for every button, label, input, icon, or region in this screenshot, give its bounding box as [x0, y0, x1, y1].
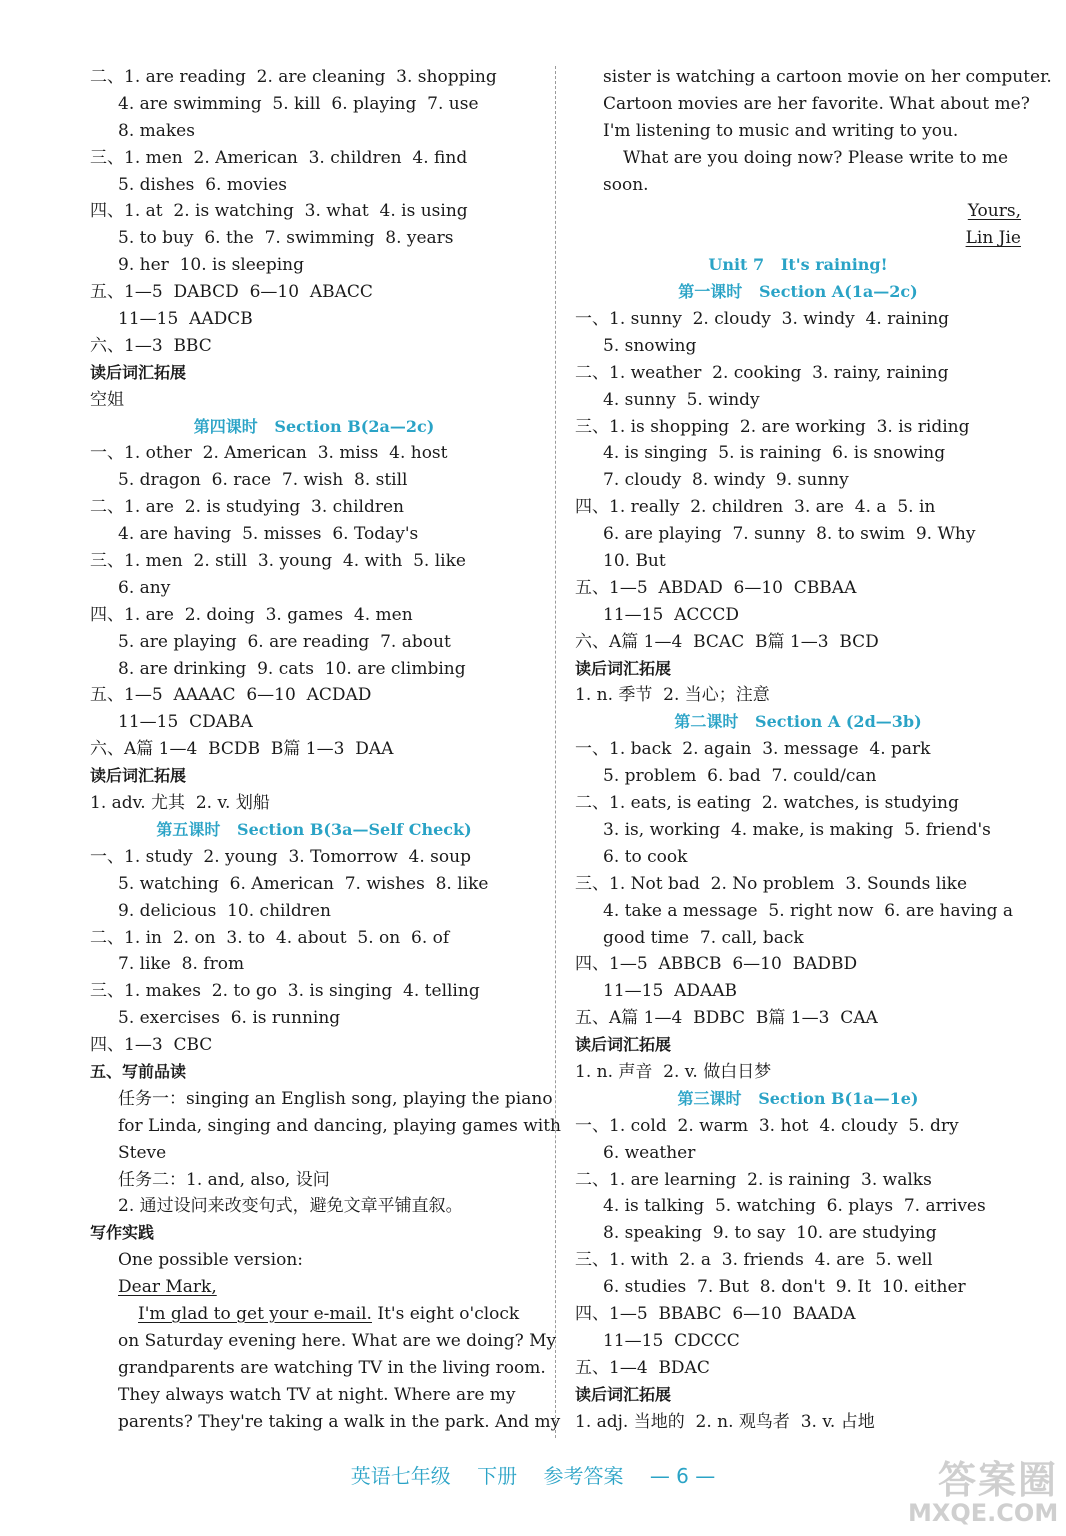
- text-line: 5. problem 6. bad 7. could/can: [603, 766, 877, 787]
- text-line: 一、1. study 2. young 3. Tomorrow 4. soup: [90, 846, 471, 867]
- subsection-heading: 读后词汇拓展: [575, 1384, 672, 1404]
- underlined-text: I'm glad to get your e-mail.: [138, 1303, 372, 1324]
- text-line: 3. is, working 4. make, is making 5. friend's: [603, 819, 991, 840]
- text-line: 7. cloudy 8. windy 9. sunny: [603, 470, 849, 491]
- text-line: 8. are drinking 9. cats 10. are climbing: [118, 658, 466, 679]
- text-line: 五、1—5 ABDAD 6—10 CBBAA: [575, 577, 857, 598]
- text-line: [575, 225, 1021, 252]
- text-line: 任务二：1. and, also, 设问: [118, 1169, 330, 1190]
- text-line: What are you doing now? Please write to me: [623, 147, 1009, 168]
- text-line: sister is watching a cartoon movie on her computer.: [603, 67, 1052, 87]
- text-line: [90, 1274, 538, 1301]
- text-line: 六、1—3 BBC: [90, 335, 212, 356]
- text-line: 空姐: [90, 389, 124, 410]
- text-line: parents? They're taking a walk in the park. And my: [118, 1411, 561, 1432]
- underlined-text: Dear Mark,: [118, 1277, 217, 1298]
- section-heading: 第四课时 Section B(2a—2c): [193, 416, 435, 436]
- section-heading: Unit 7 It's raining!: [708, 255, 888, 275]
- section-heading: 第二课时 Section A (2d—3b): [674, 712, 922, 732]
- page-footer: [0, 1460, 1066, 1489]
- subsection-heading: 读后词汇拓展: [90, 766, 187, 786]
- text-line: 6. weather: [603, 1142, 696, 1163]
- text-line: 5. watching 6. American 7. wishes 8. like: [118, 873, 489, 894]
- text-line: 9. her 10. is sleeping: [118, 255, 305, 276]
- text-line: 4. sunny 5. windy: [603, 389, 760, 410]
- text-line: 6. are playing 7. sunny 8. to swim 9. Why: [603, 524, 976, 545]
- footer-subject: 英语七年级: [350, 1464, 451, 1488]
- text-line: 二、1. weather 2. cooking 3. rainy, raining: [575, 362, 949, 383]
- text-line: 11—15 AADCB: [118, 309, 253, 330]
- text-line: 三、1. men 2. still 3. young 4. with 5. like: [90, 551, 466, 572]
- watermark-top: 答案圈: [937, 1458, 1058, 1502]
- text-line: 一、1. cold 2. warm 3. hot 4. cloudy 5. dry: [575, 1115, 959, 1136]
- text-line: soon.: [603, 174, 649, 195]
- subsection-heading: 读后词汇拓展: [90, 362, 187, 382]
- text-line: 二、1. are 2. is studying 3. children: [90, 497, 404, 518]
- text-line: 5. are playing 6. are reading 7. about: [118, 631, 451, 652]
- text-line: 二、1. in 2. on 3. to 4. about 5. on 6. of: [90, 927, 450, 948]
- text-line: on Saturday evening here. What are we doing? My: [118, 1330, 557, 1351]
- text-line: 4. is singing 5. is raining 6. is snowing: [603, 443, 946, 464]
- text-line: 11—15 ADAAB: [603, 981, 738, 1002]
- text-line: 五、1—4 BDAC: [575, 1357, 710, 1378]
- text-line: 五、1—5 DABCD 6—10 ABACC: [90, 282, 373, 303]
- text-line: 四、1—3 CBC: [90, 1035, 213, 1056]
- text-line: 一、1. sunny 2. cloudy 3. windy 4. raining: [575, 309, 950, 330]
- text-line: 7. like 8. from: [118, 954, 245, 975]
- text-line: 11—15 CDCCC: [603, 1330, 740, 1351]
- text-line: 1. adj. 当地的 2. n. 观鸟者 3. v. 占地: [575, 1411, 875, 1432]
- section-heading: 第一课时 Section A(1a—2c): [678, 282, 918, 302]
- text-line: 4. are swimming 5. kill 6. playing 7. use: [118, 93, 479, 114]
- text-line: 5. exercises 6. is running: [118, 1008, 341, 1029]
- text-line: 5. snowing: [603, 335, 697, 356]
- text-line: 四、1—5 BBABC 6—10 BAADA: [575, 1303, 856, 1324]
- text-line: 四、1—5 ABBCB 6—10 BADBD: [575, 954, 858, 975]
- text-line: 三、1. Not bad 2. No problem 3. Sounds like: [575, 873, 968, 894]
- text-line: 四、1. are 2. doing 3. games 4. men: [90, 604, 413, 625]
- text-line: 1. n. 声音 2. v. 做白日梦: [575, 1061, 772, 1082]
- text-line: 9. delicious 10. children: [118, 900, 331, 921]
- page-number: — 6 —: [649, 1464, 716, 1488]
- text-line: Cartoon movies are her favorite. What about me?: [603, 93, 1030, 114]
- text-line: grandparents are watching TV in the living room.: [118, 1357, 546, 1378]
- text-line: 10. But: [603, 551, 666, 572]
- column-divider: [555, 66, 556, 1438]
- text-line: 1. n. 季节 2. 当心；注意: [575, 685, 770, 706]
- text-line: 11—15 ACCCD: [603, 604, 739, 625]
- text-line: 1. adv. 尤其 2. v. 划船: [90, 793, 270, 814]
- text-line: 6. to cook: [603, 846, 688, 867]
- subsection-heading: 五、写前品读: [90, 1061, 187, 1081]
- text-line: 四、1. really 2. children 3. are 4. a 5. in: [575, 497, 936, 518]
- left-column: [90, 64, 561, 1435]
- text-line: 二、1. are reading 2. are cleaning 3. shopping: [90, 67, 497, 87]
- text-line: 8. speaking 9. to say 10. are studying: [603, 1223, 937, 1244]
- text-line: 2. 通过设问来改变句式，避免文章平铺直叙。: [118, 1196, 463, 1217]
- text-line: I'm listening to music and writing to you.: [603, 120, 959, 141]
- text-line: 三、1. with 2. a 3. friends 4. are 5. well: [575, 1250, 933, 1271]
- text-line: 6. studies 7. But 8. don't 9. It 10. either: [603, 1277, 966, 1298]
- text-line: 四、1. at 2. is watching 3. what 4. is using: [90, 201, 468, 222]
- text-line: for Linda, singing and dancing, playing games with: [118, 1115, 561, 1136]
- text-line: 一、1. back 2. again 3. message 4. park: [575, 739, 931, 760]
- underlined-text: Lin Jie: [965, 228, 1021, 249]
- text-line: [575, 198, 1021, 225]
- text-line: 六、A篇 1—4 BCAC B篇 1—3 BCD: [575, 631, 879, 652]
- text-line: 三、1. makes 2. to go 3. is singing 4. telling: [90, 981, 480, 1002]
- text-line: 三、1. men 2. American 3. children 4. find: [90, 147, 468, 168]
- watermark-logo: [908, 1460, 1058, 1530]
- text-line: 4. are having 5. misses 6. Today's: [118, 524, 419, 545]
- subsection-heading: 读后词汇拓展: [575, 658, 672, 678]
- right-column: [575, 64, 1052, 1435]
- footer-label: 参考答案: [543, 1464, 624, 1488]
- text-line: 五、A篇 1—4 BDBC B篇 1—3 CAA: [575, 1008, 878, 1029]
- text-line: 4. take a message 5. right now 6. are having a: [603, 900, 1014, 921]
- text-line: [90, 1301, 538, 1328]
- text-line: 六、A篇 1—4 BCDB B篇 1—3 DAA: [90, 739, 394, 760]
- text-line: 6. any: [118, 577, 171, 598]
- text-line: 11—15 CDABA: [118, 712, 253, 733]
- text-line: 二、1. eats, is eating 2. watches, is studying: [575, 793, 959, 814]
- text-line: 二、1. are learning 2. is raining 3. walks: [575, 1169, 932, 1190]
- section-heading: 第三课时 Section B(1a—1e): [677, 1088, 919, 1108]
- text-line: 5. to buy 6. the 7. swimming 8. years: [118, 228, 454, 249]
- text-line: good time 7. call, back: [603, 927, 804, 948]
- text-line: They always watch TV at night. Where are my: [118, 1384, 516, 1405]
- underlined-text: Yours,: [967, 201, 1021, 222]
- text-line: 8. makes: [118, 120, 195, 141]
- text-line: 一、1. other 2. American 3. miss 4. host: [90, 443, 448, 464]
- subsection-heading: 读后词汇拓展: [575, 1035, 672, 1055]
- text-tail: It's eight o'clock: [371, 1303, 520, 1324]
- text-line: 任务一：singing an English song, playing the piano: [118, 1088, 553, 1109]
- subsection-heading: 写作实践: [90, 1223, 155, 1243]
- text-line: 5. dragon 6. race 7. wish 8. still: [118, 470, 408, 491]
- text-line: Steve: [118, 1142, 167, 1163]
- text-line: 4. is talking 5. watching 6. plays 7. arrives: [603, 1196, 986, 1217]
- text-line: 三、1. is shopping 2. are working 3. is riding: [575, 416, 970, 437]
- footer-volume: 下册: [477, 1464, 518, 1488]
- text-line: 5. dishes 6. movies: [118, 174, 288, 195]
- watermark-bottom: MXQE.COM: [908, 1499, 1059, 1527]
- section-heading: 第五课时 Section B(3a—Self Check): [156, 819, 472, 839]
- text-line: 五、1—5 AAAAC 6—10 ACDAD: [90, 685, 372, 706]
- text-line: One possible version:: [118, 1250, 303, 1271]
